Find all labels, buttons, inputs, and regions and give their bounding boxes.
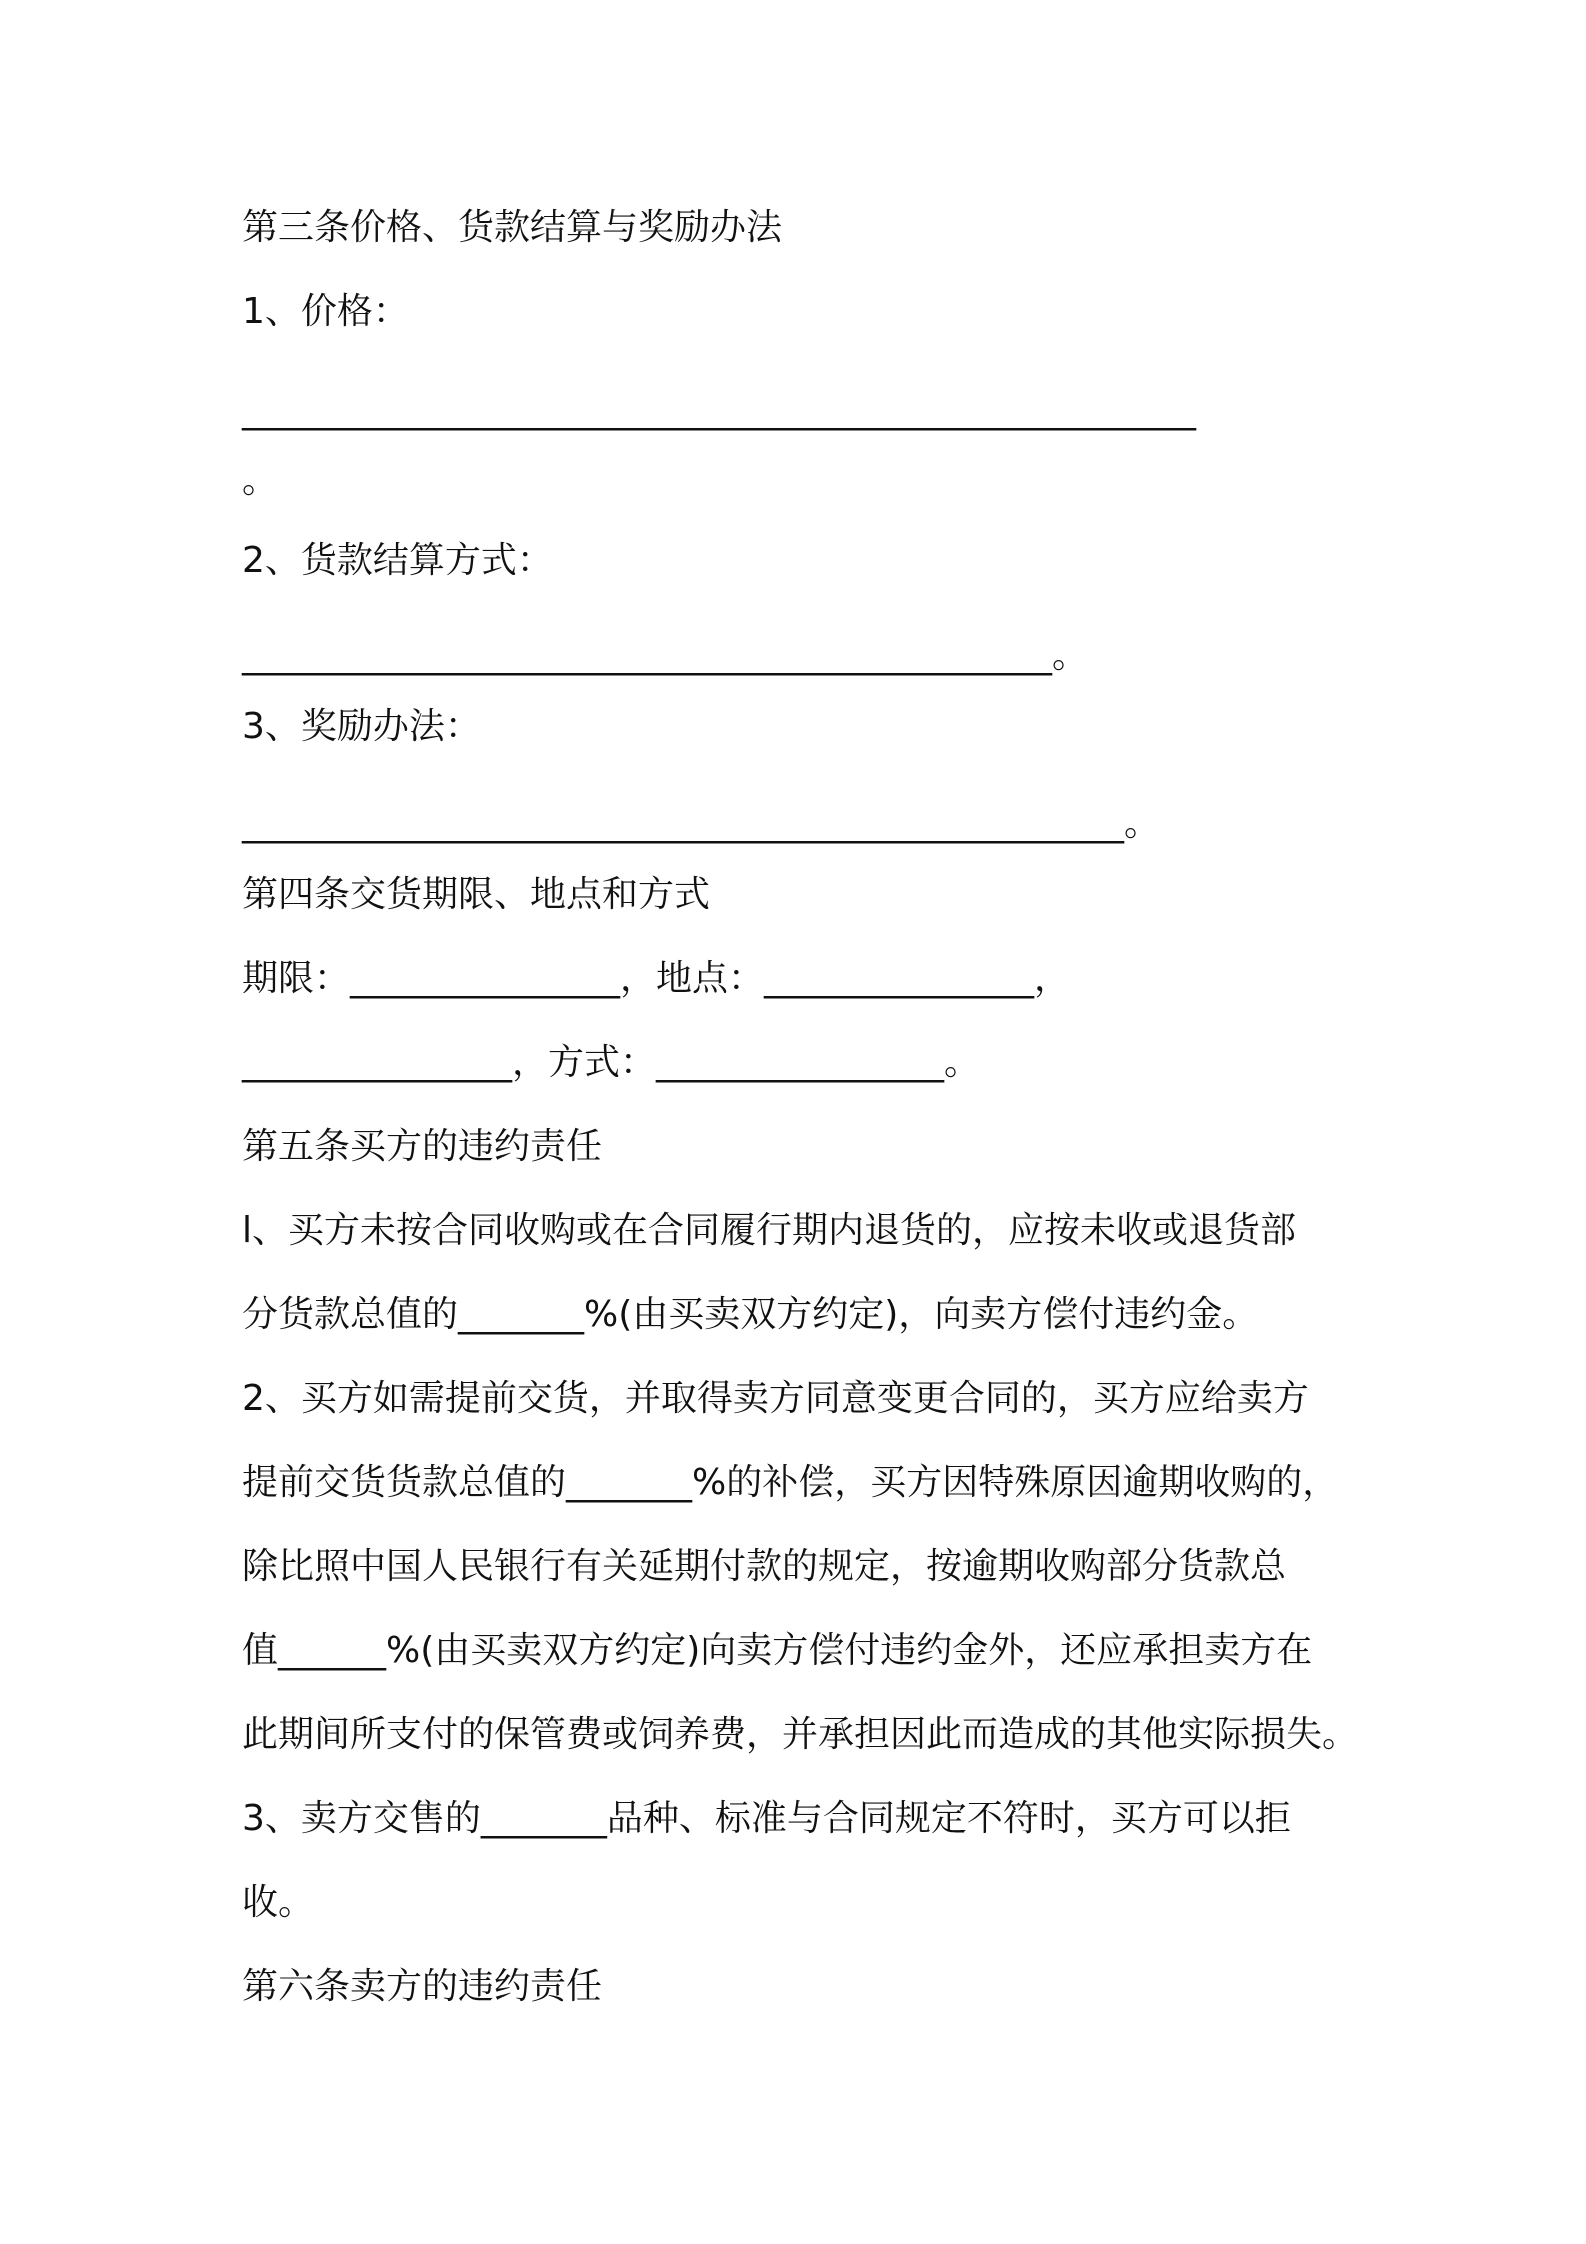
article-5-clause-1-line-2: 分货款总值的_______%(由买卖双方约定)，向卖方偿付违约金。 <box>242 1294 1259 1335</box>
settlement-label: 2、货款结算方式： <box>242 540 553 581</box>
article-3-heading: 第三条价格、货款结算与奖励办法 <box>242 207 783 248</box>
article-6-heading: 第六条卖方的违约责任 <box>242 1966 603 2007</box>
price-label: 1、价格： <box>242 291 409 332</box>
price-blank: _____________________________________________________ <box>242 390 1196 431</box>
article-5-clause-3-line-2: 收。 <box>242 1882 315 1923</box>
delivery-term-line: 期限：_______________，地点：_______________， <box>242 958 1071 999</box>
reward-label: 3、奖励办法： <box>242 706 481 747</box>
article-5-heading: 第五条买方的违约责任 <box>242 1126 603 1167</box>
article-5-clause-2-line-2: 提前交货货款总值的_______%的补偿，买方因特殊原因逾期收购的， <box>242 1462 1339 1503</box>
article-5-clause-3-line-1: 3、卖方交售的_______品种、标准与合同规定不符时，买方可以拒 <box>242 1798 1291 1839</box>
article-5-clause-2-line-3: 除比照中国人民银行有关延期付款的规定，按逾期收购部分货款总 <box>242 1546 1287 1587</box>
article-5-clause-1-line-1: l、买方未按合同收购或在合同履行期内退货的，应按未收或退货部 <box>242 1210 1297 1251</box>
article-5-clause-2-line-4: 值______%(由买卖双方约定)向卖方偿付违约金外，还应承担卖方在 <box>242 1630 1313 1671</box>
settlement-blank: _____________________________________________。 <box>242 635 1088 676</box>
article-4-heading: 第四条交货期限、地点和方式 <box>242 874 711 915</box>
delivery-method-line: _______________，方式：________________。 <box>242 1042 981 1083</box>
article-5-clause-2-line-5: 此期间所支付的保管费或饲养费，并承担因此而造成的其他实际损失。 <box>242 1714 1359 1755</box>
price-period: 。 <box>242 460 279 501</box>
article-5-clause-2-line-1: 2、买方如需提前交货，并取得卖方同意变更合同的，买方应给卖方 <box>242 1378 1309 1419</box>
reward-blank: _________________________________________________。 <box>242 803 1160 844</box>
